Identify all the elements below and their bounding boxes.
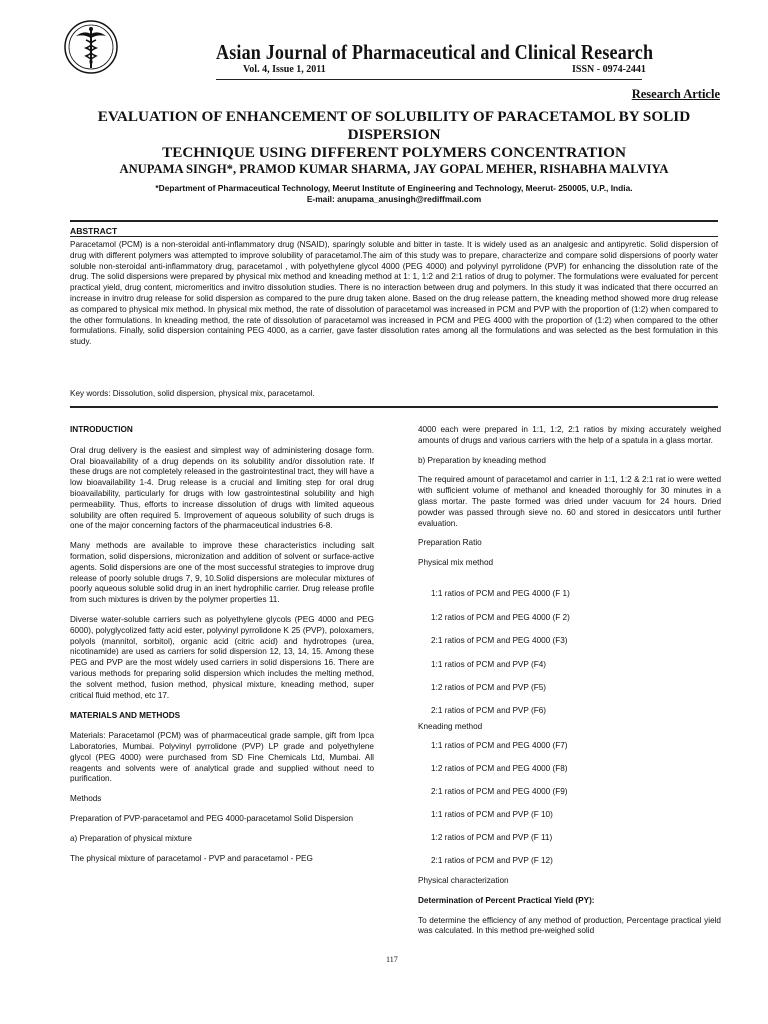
ratio-item: 1:1 ratios of PCM and PVP (F4) <box>431 660 546 669</box>
intro-paragraph-3: Diverse water-soluble carriers such as polyethylene glycols (PEG 4000 and PEG 6000), polyglycolized fatty acid ester, polyvinyl pyrrolidone K 25 (PVP), poloxamers, polyols (mannitol, sorbitol), organic acid (citric acid) and hydrotropes (urea, nicotinamide) are used as carriers for solid dispersion 12, 13, 14, 15. Among these PEG and PVP are the most widely used carriers in solid dispersions 16. There are various methods for preparing solid dispersion which includes the melting method, the solvent method, fusion method, physical mixture, kneading method, super critical fluid method, etc 17. <box>70 614 374 700</box>
intro-paragraph-1: Oral drug delivery is the easiest and simplest way of administering dosage form. Oral bioavailability of a drug depends on its solubility and/or dissolution rate. If these drugs are not completely released in the gastrointestinal tract, they will have a low bioavailability 1-4. Drug release is a crucial and limiting step for oral drug bioavailability, particularly for drugs with low gastrointestinal solubility and high permeability. Thus, efforts to increase dissolution of drugs with limited aqueous solubility are often required 5. Improvement of aqueous solubility of such drugs is one of the major concerning factors of the pharmaceutical industries 6-8. <box>70 445 375 531</box>
methods-heading: Methods <box>70 794 102 804</box>
volume-issue: Vol. 4, Issue 1, 2011 <box>243 64 326 75</box>
abstract-bottom-rule <box>70 406 718 408</box>
abstract-top-rule <box>70 220 718 222</box>
right-column-top <box>418 425 721 569</box>
abstract-text: Paracetamol (PCM) is a non-steroidal anti-inflammatory drug (NSAID), sparingly soluble and bitter in taste. It is widely used as an analgesic and antipyretic. Solid dispersion of drug with different polymers was attempted to improve solubility of paracetamol.The aim of this study was to prepare, characterize and compare solid dispersions of poorly water soluble non-steroidal anti-inflammatory drug, paracetamol , with polyethylene glycol 4000 (PEG 4000) and polyvinyl pyrrolidone (PVP) for enhancing the dissolution rate of the drug. The solid dispersions were prepared by physical mix method and kneading method at 1: 1, 1:2 and 2:1 ratios of drug to polymer. The formulations were evaluated for percent practical yield, drug content, micromeritics and invitro dissolution studies. There is no interaction between drug and polymers. In this study it was indicated that there occurred an increase in invitro drug release for solid dispersion as compared to the pure drug taken alone. Based on the drug release pattern, the kneading method showed more drug release as compared to physical mix method. In physical mix method, the rate of dissolution of paracetamol was increased in PCM and PVP with the proportion of (1:2) when compared to the other formulations. In kneading method, the rate of dissolution of paracetamol was increased in PCM and PEG 4000 with the proportion of (1:2) when compared to the other formulations. Finally, solid dispersion containing PEG 4000, as a carrier, gave faster dissolution rates among all the formulations and was selected as the best formulation in this study. <box>70 240 718 347</box>
physical-characterization-heading: Physical characterization <box>418 876 509 885</box>
continued-text: 4000 each were prepared in 1:1, 1:2, 2:1 ratios by mixing accurately weighed amounts of drugs and various carriers with the help of a spatula in a glass mortar. <box>418 425 721 445</box>
keywords: Key words: Dissolution, solid dispersion, physical mix, paracetamol. <box>70 389 315 398</box>
affiliation: *Department of Pharmaceutical Technology, Meerut Institute of Engineering and Technology, Meerut- 250005, U.P., India. <box>155 183 633 193</box>
page-number: 117 <box>386 955 398 964</box>
kneading-text: The required amount of paracetamol and carrier in 1:1, 1:2 & 2:1 rat io were wetted with sufficient volume of methanol and kneaded thoroughly for 30 minutes in a glass mortar. The paste formed was dried under vacuum for 24 hours. Dried powder was passed through sieve no. 60 and stored in desiccators until further evaluation. <box>418 475 721 528</box>
preparation-ratio-heading: Preparation Ratio <box>418 538 482 548</box>
intro-heading: INTRODUCTION <box>70 425 133 434</box>
ratio-item: 2:1 ratios of PCM and PVP (F 12) <box>431 856 553 865</box>
ratio-item: 2:1 ratios of PCM and PEG 4000 (F3) <box>431 636 568 645</box>
left-column <box>70 425 374 864</box>
title-line-2: TECHNIQUE USING DIFFERENT POLYMERS CONCENTRATION <box>162 144 626 161</box>
ratio-item: 1:1 ratios of PCM and PEG 4000 (F 1) <box>431 589 570 598</box>
materials-paragraph: Materials: Paracetamol (PCM) was of pharmaceutical grade sample, gift from Ipca Laboratories, Mumbai. Polyvinyl pyrrolidone (PVP) LP grade and polyethylene glycol (PEG 4000) were purchased from SD Fine Chemicals Ltd, Mumbai. All reagents and solvents were of analytical grade and supplied without need to purification. <box>70 731 374 784</box>
issn: ISSN - 0974-2441 <box>572 64 646 75</box>
header-rule <box>216 79 642 80</box>
article-title <box>60 108 728 162</box>
journal-title: Asian Journal of Pharmaceutical and Clinical Research <box>216 40 654 64</box>
authors: ANUPAMA SINGH*, PRAMOD KUMAR SHARMA, JAY GOPAL MEHER, RISHABHA MALVIYA <box>119 162 669 176</box>
ratio-item: 2:1 ratios of PCM and PVP (F6) <box>431 706 546 715</box>
abstract-heading: ABSTRACT <box>70 226 118 236</box>
materials-methods-heading: MATERIALS AND METHODS <box>70 711 181 721</box>
kneading-subheading: b) Preparation by kneading method <box>418 455 546 465</box>
physical-mixture-text: The physical mixture of paracetamol - PVP and paracetamol - PEG <box>70 853 313 863</box>
kneading-method-heading: Kneading method <box>418 722 483 731</box>
article-type: Research Article <box>631 87 720 101</box>
ratio-item: 1:2 ratios of PCM and PEG 4000 (F 2) <box>431 613 570 622</box>
ratio-item: 1:1 ratios of PCM and PVP (F 10) <box>431 810 553 819</box>
physical-mixture-subheading: a) Preparation of physical mixture <box>70 833 192 843</box>
title-line-1: EVALUATION OF ENHANCEMENT OF SOLUBILITY OF PARACETAMOL BY SOLID DISPERSION <box>97 108 691 143</box>
preparation-heading: Preparation of PVP-paracetamol and PEG 4000-paracetamol Solid Dispersion <box>70 813 354 823</box>
physical-mix-heading: Physical mix method <box>418 558 494 568</box>
email: E-mail: anupama_anusingh@rediffmail.com <box>306 194 482 204</box>
ratio-item: 2:1 ratios of PCM and PEG 4000 (F9) <box>431 787 568 796</box>
percent-yield-heading: Determination of Percent Practical Yield (PY): <box>418 895 595 905</box>
ratio-item: 1:2 ratios of PCM and PEG 4000 (F8) <box>431 764 568 773</box>
abstract-heading-rule <box>70 236 718 237</box>
percent-yield-text: To determine the efficiency of any method of production, Percentage practical yield was calculated. In this method pre-weighed solid <box>418 915 721 936</box>
ratio-item: 1:2 ratios of PCM and PVP (F 11) <box>431 833 553 842</box>
affiliation-block <box>60 183 728 205</box>
journal-logo-icon <box>62 18 120 76</box>
intro-paragraph-2: Many methods are available to improve these characteristics including salt formation, solid dispersions, micronization and addition of solvent or surface-active agents. Solid dispersions are one of the most successful strategies to improve drug release of poorly soluble drugs 7, 9, 10.Solid dispersions are molecular mixtures of poorly aqueous soluble solid drug in an inert hydrophilic carrier. Drug release profile from such mixtures is driven by the polymer properties 11. <box>70 541 374 605</box>
ratio-item: 1:1 ratios of PCM and PEG 4000 (F7) <box>431 741 568 750</box>
right-column-bottom <box>418 876 721 937</box>
ratio-item: 1:2 ratios of PCM and PVP (F5) <box>431 683 546 692</box>
